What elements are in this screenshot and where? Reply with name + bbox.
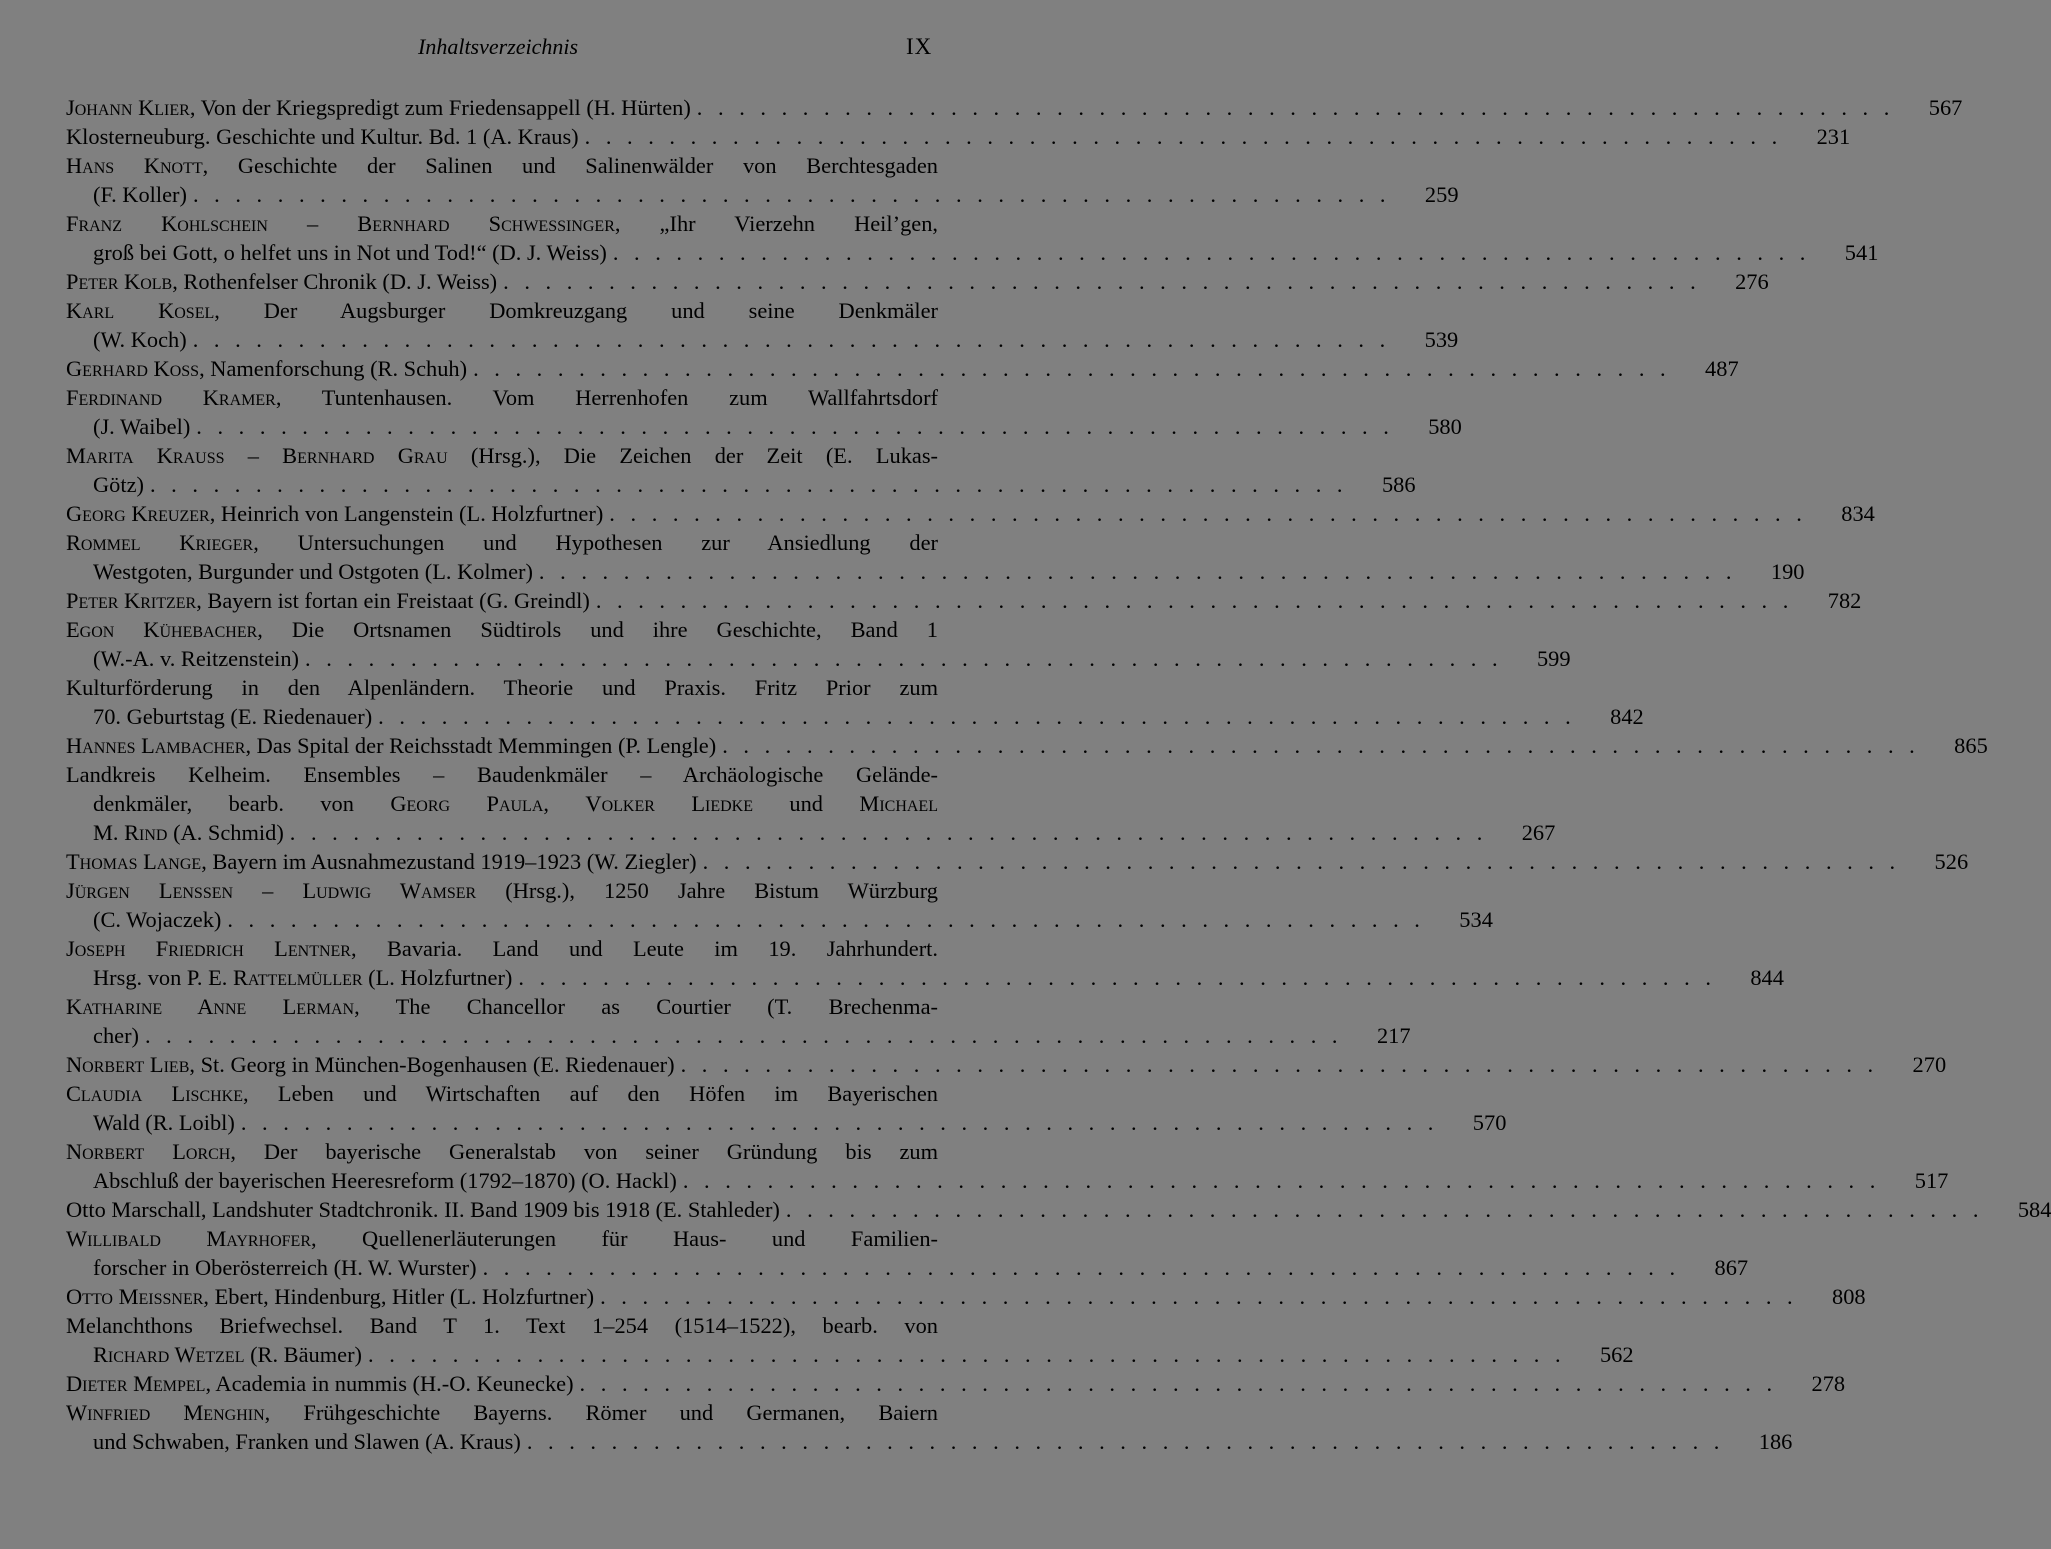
- entry-last-line: [66, 905, 1493, 934]
- toc-entry: [66, 499, 1875, 528]
- entry-text-run: [66, 354, 467, 383]
- dot-leader: . . . . . . . . . . . . . . . . . . . . . . . . . . . . . . . . . . . . . . . . . . . . . . . . . . . . . . . . .: [609, 501, 1807, 526]
- entry-text: Hrsg. von: [93, 965, 187, 990]
- entry-text-run: [66, 1195, 780, 1224]
- entry-text-run: [93, 180, 187, 209]
- dot-leader: . . . . . . . . . . . . . . . . . . . . . . . . . . . . . . . . . . . . . . . . . . . . . . . . . . . . . . . . .: [144, 1023, 1343, 1048]
- entry-text: Klosterneuburg. Geschichte und Kultur. Bd. 1 (A. Kraus): [66, 124, 579, 149]
- entry-text: (Hrsg.), 1250 Jahre Bistum Würzburg: [476, 878, 938, 903]
- running-header: [0, 30, 1000, 64]
- entry-text-run: [93, 470, 144, 499]
- dot-leader: . . . . . . . . . . . . . . . . . . . . . . . . . . . . . . . . . . . . . . . . . . . . . . . . . . . . . . . . .: [289, 820, 1488, 845]
- entry-text-run: [66, 731, 716, 760]
- entry-page-number: 541: [1844, 240, 1879, 265]
- entry-page-number: 276: [1735, 269, 1769, 294]
- author-name: Rommel Krieger: [66, 530, 254, 555]
- entry-text: 70. Geburtstag (E. Riedenauer): [93, 704, 373, 729]
- entry-page-number: 842: [1610, 704, 1644, 729]
- entry-line: [66, 615, 938, 644]
- entry-page-number: 808: [1832, 1284, 1866, 1309]
- entry-text: (W. Koch): [93, 327, 187, 352]
- entry-line: [66, 1224, 938, 1253]
- author-name: Joseph Friedrich Lentner: [66, 936, 351, 961]
- entry-line: [66, 151, 938, 180]
- entry-last-line: [66, 1282, 1866, 1311]
- entry-page-number: 231: [1816, 124, 1851, 149]
- entry-text: (L. Holzfurtner): [362, 965, 513, 990]
- dot-leader: . . . . . . . . . . . . . . . . . . . . . . . . . . . . . . . . . . . . . . . . . . . . . . . . . . . . . . . . .: [702, 849, 1901, 874]
- author-name: Claudia Lischke: [66, 1081, 244, 1106]
- author-name: Willibald Mayrhofer: [66, 1226, 312, 1251]
- entry-last-line: [66, 1253, 1749, 1282]
- entry-text: (F. Koller): [93, 182, 187, 207]
- entry-last-line: [66, 586, 1862, 615]
- entry-line: [66, 934, 938, 963]
- entry-last-line: [66, 412, 1462, 441]
- entry-last-line: [66, 93, 1963, 122]
- toc-entry: [66, 673, 1644, 731]
- dot-leader: . . . . . . . . . . . . . . . . . . . . . . . . . . . . . . . . . . . . . . . . . . . . . . . . . . . . . . . . .: [378, 704, 1576, 729]
- toc-entry: [66, 1369, 1846, 1398]
- entry-text: , Der bayerische Generalstab von seiner Gründung bis zum: [230, 1139, 938, 1164]
- entry-page-number: 217: [1376, 1023, 1411, 1048]
- dot-leader: . . . . . . . . . . . . . . . . . . . . . . . . . . . . . . . . . . . . . . . . . . . . . . . . . . . . . . . . .: [227, 907, 1425, 932]
- entry-page-number: 562: [1599, 1342, 1634, 1367]
- entry-text-run: [93, 702, 372, 731]
- toc-entry: [66, 354, 1739, 383]
- toc-entry: [66, 1282, 1866, 1311]
- entry-last-line: [66, 267, 1769, 296]
- entry-page-number: 867: [1714, 1255, 1749, 1280]
- entry-text-run: [66, 267, 497, 296]
- entry-text: (J. Waibel): [93, 414, 191, 439]
- dot-leader: . . . . . . . . . . . . . . . . . . . . . . . . . . . . . . . . . . . . . . . . . . . . . . . . . . . . . . . . .: [240, 1110, 1439, 1135]
- entry-text-run: [66, 122, 579, 151]
- author-name: Richard Wetzel: [93, 1342, 245, 1367]
- toc-entry: [66, 151, 1459, 209]
- entry-line: [66, 992, 938, 1021]
- entry-text: , Tuntenhausen. Vom Herrenhofen zum Wallfahrtsdorf: [275, 385, 938, 410]
- entry-line: [66, 876, 938, 905]
- entry-text: , Untersuchungen und Hypothesen zur Ansiedlung der: [253, 530, 938, 555]
- author-name: Franz Kohlschein – Bernhard Schwessinger: [66, 211, 615, 236]
- entry-text: , Rothenfelser Chronik (D. J. Weiss): [172, 269, 498, 294]
- entry-line: [66, 1311, 938, 1340]
- entry-text: (A. Schmid): [167, 820, 284, 845]
- entry-last-line: [66, 1021, 1411, 1050]
- entry-line: [66, 1079, 938, 1108]
- toc-entry: [66, 209, 1879, 267]
- dot-leader: . . . . . . . . . . . . . . . . . . . . . . . . . . . . . . . . . . . . . . . . . . . . . . . . . . . . . . . . .: [192, 327, 1391, 352]
- author-name: Georg Paula: [390, 791, 544, 816]
- entry-page-number: 586: [1381, 472, 1416, 497]
- toc-entry: [66, 586, 1862, 615]
- entry-text: , Namenforschung (R. Schuh): [199, 356, 468, 381]
- entry-page-number: 580: [1428, 414, 1462, 439]
- entry-text: Landkreis Kelheim. Ensembles – Baudenkmäler – Archäologische Gelände-: [66, 762, 938, 787]
- entry-text: (Hrsg.), Die Zeichen der Zeit (E. Lukas-: [447, 443, 938, 468]
- toc-entry: [66, 296, 1459, 354]
- entry-text: forscher in Oberösterreich (H. W. Wurster): [93, 1255, 477, 1280]
- author-name: Michael: [859, 791, 938, 816]
- running-title: Inhaltsverzeichnis: [418, 34, 579, 59]
- dot-leader: . . . . . . . . . . . . . . . . . . . . . . . . . . . . . . . . . . . . . . . . . . . . . . . . . . . . . . . . .: [682, 1168, 1881, 1193]
- author-name: Norbert Lieb: [66, 1052, 190, 1077]
- entry-last-line: [66, 644, 1571, 673]
- entry-text: Götz): [93, 472, 144, 497]
- toc-entry: [66, 528, 1805, 586]
- toc-entry: [66, 992, 1411, 1050]
- dot-leader: . . . . . . . . . . . . . . . . . . . . . . . . . . . . . . . . . . . . . . . . . . . . . . . . . . . . . . . . .: [579, 1371, 1778, 1396]
- entry-text-run: [66, 586, 590, 615]
- toc-entry: [66, 93, 1963, 122]
- author-name: Peter Kolb: [66, 269, 173, 294]
- entry-page-number: 782: [1827, 588, 1862, 613]
- author-name: Winfried Menghin: [66, 1400, 265, 1425]
- toc-entry: [66, 122, 1851, 151]
- entry-text-run: [93, 1340, 362, 1369]
- entry-text: und Schwaben, Franken und Slawen (A. Kraus): [93, 1429, 521, 1454]
- entry-text-run: [66, 847, 697, 876]
- entry-text: , Frühgeschichte Bayerns. Römer und Germanen, Baiern: [264, 1400, 939, 1425]
- entry-text-run: [93, 1166, 677, 1195]
- author-name: Thomas Lange: [66, 849, 202, 874]
- entry-last-line: [66, 557, 1805, 586]
- entry-text: , Bayern ist fortan ein Freistaat (G. Greindl): [196, 588, 590, 613]
- entry-text: , Bayern im Ausnahmezustand 1919–1923 (W. Ziegler): [201, 849, 697, 874]
- entry-last-line: [66, 1195, 2051, 1224]
- entry-line: [66, 528, 938, 557]
- entry-text: , Geschichte der Salinen und Salinenwälder von Berchtesgaden: [202, 153, 938, 178]
- entry-last-line: [66, 1108, 1507, 1137]
- author-name: Egon Kühebacher: [66, 617, 258, 642]
- author-name: Otto Meissner: [66, 1284, 204, 1309]
- entry-line: [66, 673, 938, 702]
- entry-page-number: 487: [1705, 356, 1739, 381]
- entry-line: [66, 760, 938, 789]
- entry-page-number: 259: [1424, 182, 1459, 207]
- entry-text: , Von der Kriegspredigt zum Friedensappell (H. Hürten): [189, 95, 691, 120]
- toc-entry: [66, 1224, 1749, 1282]
- entry-last-line: [66, 963, 1784, 992]
- author-name: Ferdinand Kramer: [66, 385, 276, 410]
- page-number: IX: [906, 34, 933, 59]
- author-name: Gerhard Koss: [66, 356, 200, 381]
- dot-leader: . . . . . . . . . . . . . . . . . . . . . . . . . . . . . . . . . . . . . . . . . . . . . . . . . . . . . . . . .: [538, 559, 1737, 584]
- entry-text-run: [66, 499, 603, 528]
- entry-text: , Leben und Wirtschaften auf den Höfen im Bayerischen: [243, 1081, 938, 1106]
- entry-page-number: 865: [1954, 733, 1988, 758]
- entry-text: Wald (R. Loibl): [93, 1110, 235, 1135]
- entry-text-run: [93, 557, 533, 586]
- entry-page-number: 539: [1424, 327, 1459, 352]
- author-name: Johann Klier: [66, 95, 190, 120]
- entry-text-run: [66, 1050, 675, 1079]
- entry-text: Otto Marschall, Landshuter Stadtchronik. II. Band 1909 bis 1918 (E. Stahleder): [66, 1197, 780, 1222]
- dot-leader: . . . . . . . . . . . . . . . . . . . . . . . . . . . . . . . . . . . . . . . . . . . . . . . . . . . . . . . . .: [368, 1342, 1566, 1367]
- entry-text: und: [752, 791, 860, 816]
- entry-text: Kulturförderung in den Alpenländern. Theorie und Praxis. Fritz Prior zum: [66, 675, 938, 700]
- entry-text: , „Ihr Vierzehn Heil’gen,: [614, 211, 938, 236]
- dot-leader: . . . . . . . . . . . . . . . . . . . . . . . . . . . . . . . . . . . . . . . . . . . . . . . . . . . . . . . . .: [785, 1197, 1984, 1222]
- entry-last-line: [66, 702, 1644, 731]
- entry-last-line: [66, 180, 1459, 209]
- entry-page-number: 834: [1841, 501, 1875, 526]
- toc-entry: [66, 1079, 1507, 1137]
- entry-last-line: [66, 499, 1875, 528]
- entry-last-line: [66, 325, 1459, 354]
- entry-text: , St. Georg in München-Bogenhausen (E. Riedenauer): [189, 1052, 675, 1077]
- toc-entry: [66, 383, 1462, 441]
- entry-page-number: 534: [1459, 907, 1493, 932]
- author-name: Karl Kosel: [66, 298, 215, 323]
- entry-page-number: 270: [1912, 1052, 1947, 1077]
- author-name: Peter Kritzer: [66, 588, 197, 613]
- entry-last-line: [66, 1340, 1634, 1369]
- entry-page-number: 186: [1758, 1429, 1793, 1454]
- dot-leader: . . . . . . . . . . . . . . . . . . . . . . . . . . . . . . . . . . . . . . . . . . . . . . . . . . . . . . . . .: [595, 588, 1794, 613]
- author-name: Hans Knott: [66, 153, 203, 178]
- dot-leader: . . . . . . . . . . . . . . . . . . . . . . . . . . . . . . . . . . . . . . . . . . . . . . . . . . . . . . . . .: [722, 733, 1920, 758]
- entry-page-number: 526: [1934, 849, 1969, 874]
- dot-leader: . . . . . . . . . . . . . . . . . . . . . . . . . . . . . . . . . . . . . . . . . . . . . . . . . . . . . . . . .: [503, 269, 1701, 294]
- entry-line: [66, 789, 938, 818]
- entry-line: [66, 296, 938, 325]
- entry-last-line: [66, 1369, 1846, 1398]
- entry-page-number: 844: [1750, 965, 1784, 990]
- entry-text: (R. Bäumer): [244, 1342, 362, 1367]
- author-name: Dieter Mempel: [66, 1371, 206, 1396]
- dot-leader: . . . . . . . . . . . . . . . . . . . . . . . . . . . . . . . . . . . . . . . . . . . . . . . . . . . . . . . . .: [600, 1284, 1798, 1309]
- dot-leader: . . . . . . . . . . . . . . . . . . . . . . . . . . . . . . . . . . . . . . . . . . . . . . . . . . . . . . . . .: [305, 646, 1503, 671]
- entry-text-run: [93, 1253, 477, 1282]
- toc-entry: [66, 934, 1784, 992]
- author-name: Hannes Lambacher: [66, 733, 246, 758]
- toc-entry: [66, 760, 1556, 847]
- entry-text-run: [66, 1369, 574, 1398]
- entry-text: Westgoten, Burgunder und Ostgoten (L. Kolmer): [93, 559, 533, 584]
- entry-text: (W.-A. v. Reitzenstein): [93, 646, 300, 671]
- entry-page-number: 278: [1811, 1371, 1846, 1396]
- entry-text: Melanchthons Briefwechsel. Band T 1. Text 1–254 (1514–1522), bearb. von: [66, 1313, 938, 1338]
- entry-text: ,: [543, 791, 586, 816]
- entry-last-line: [66, 818, 1556, 847]
- entry-text: Abschluß der bayerischen Heeresreform (1792–1870) (O. Hackl): [93, 1168, 677, 1193]
- author-name: P. E. Rattelmüller: [186, 965, 363, 990]
- entry-line: [66, 209, 938, 238]
- entry-text: , Quellenerläuterungen für Haus- und Familien-: [311, 1226, 938, 1251]
- entry-page-number: 567: [1928, 95, 1963, 120]
- author-name: M. Rind: [93, 820, 168, 845]
- author-name: Volker Liedke: [585, 791, 753, 816]
- toc-entry: [66, 441, 1416, 499]
- toc-entry: [66, 615, 1571, 673]
- entry-text-run: [93, 1021, 139, 1050]
- entry-page-number: 267: [1521, 820, 1556, 845]
- dot-leader: . . . . . . . . . . . . . . . . . . . . . . . . . . . . . . . . . . . . . . . . . . . . . . . . . . . . . . . . .: [696, 95, 1895, 120]
- dot-leader: . . . . . . . . . . . . . . . . . . . . . . . . . . . . . . . . . . . . . . . . . . . . . . . . . . . . . . . . .: [473, 356, 1671, 381]
- toc-entry: [66, 1050, 1947, 1079]
- toc-entry: [66, 1311, 1634, 1369]
- author-name: Jürgen Lenssen – Ludwig Wamser: [66, 878, 477, 903]
- entry-text-run: [93, 238, 607, 267]
- entry-text-run: [93, 818, 284, 847]
- author-name: Katharine Anne Lerman: [66, 994, 355, 1019]
- dot-leader: . . . . . . . . . . . . . . . . . . . . . . . . . . . . . . . . . . . . . . . . . . . . . . . . . . . . . . . . .: [680, 1052, 1879, 1077]
- author-name: Marita Krauss – Bernhard Grau: [66, 443, 448, 468]
- entry-text: , The Chancellor as Courtier (T. Brechenma-: [354, 994, 938, 1019]
- entry-line: [66, 1398, 938, 1427]
- table-of-contents: [66, 93, 2051, 1456]
- entry-text-run: [93, 963, 512, 992]
- dot-leader: . . . . . . . . . . . . . . . . . . . . . . . . . . . . . . . . . . . . . . . . . . . . . . . . . . . . . . . . .: [584, 124, 1783, 149]
- entry-text-run: [93, 1427, 521, 1456]
- dot-leader: . . . . . . . . . . . . . . . . . . . . . . . . . . . . . . . . . . . . . . . . . . . . . . . . . . . . . . . . .: [149, 472, 1348, 497]
- entry-text: (C. Wojaczek): [93, 907, 222, 932]
- entry-page-number: 517: [1914, 1168, 1949, 1193]
- dot-leader: . . . . . . . . . . . . . . . . . . . . . . . . . . . . . . . . . . . . . . . . . . . . . . . . . . . . . . . . .: [482, 1255, 1681, 1280]
- entry-last-line: [66, 1050, 1947, 1079]
- toc-entry: [66, 1137, 1949, 1195]
- dot-leader: . . . . . . . . . . . . . . . . . . . . . . . . . . . . . . . . . . . . . . . . . . . . . . . . . . . . . . . . .: [192, 182, 1391, 207]
- author-name: Norbert Lorch: [66, 1139, 231, 1164]
- entry-text-run: [93, 644, 299, 673]
- entry-text: , Die Ortsnamen Südtirols und ihre Geschichte, Band 1: [257, 617, 938, 642]
- entry-text: cher): [93, 1023, 139, 1048]
- entry-text: , Academia in nummis (H.-O. Keunecke): [205, 1371, 574, 1396]
- entry-line: [66, 1137, 938, 1166]
- entry-text: , Der Augsburger Domkreuzgang und seine Denkmäler: [214, 298, 939, 323]
- dot-leader: . . . . . . . . . . . . . . . . . . . . . . . . . . . . . . . . . . . . . . . . . . . . . . . . . . . . . . . . .: [196, 414, 1394, 439]
- entry-text-run: [66, 93, 691, 122]
- entry-text: , Bavaria. Land und Leute im 19. Jahrhundert.: [350, 936, 939, 961]
- entry-text-run: [93, 1108, 235, 1137]
- entry-last-line: [66, 122, 1851, 151]
- entry-last-line: [66, 847, 1969, 876]
- entry-text-run: [93, 412, 190, 441]
- entry-last-line: [66, 354, 1739, 383]
- dot-leader: . . . . . . . . . . . . . . . . . . . . . . . . . . . . . . . . . . . . . . . . . . . . . . . . . . . . . . . . .: [612, 240, 1811, 265]
- entry-text: , Heinrich von Langenstein (L. Holzfurtner): [209, 501, 604, 526]
- entry-last-line: [66, 731, 1988, 760]
- dot-leader: . . . . . . . . . . . . . . . . . . . . . . . . . . . . . . . . . . . . . . . . . . . . . . . . . . . . . . . . .: [526, 1429, 1725, 1454]
- entry-text-run: [93, 325, 187, 354]
- toc-entry: [66, 1195, 2051, 1224]
- entry-line: [66, 441, 938, 470]
- toc-entry: [66, 267, 1769, 296]
- entry-line: [66, 383, 938, 412]
- entry-text-run: [66, 1282, 594, 1311]
- entry-page-number: 190: [1770, 559, 1805, 584]
- entry-last-line: [66, 1427, 1793, 1456]
- toc-entry: [66, 847, 1969, 876]
- entry-last-line: [66, 238, 1879, 267]
- entry-text: , Das Spital der Reichsstadt Memmingen (P. Lengle): [245, 733, 717, 758]
- entry-text-run: [93, 905, 221, 934]
- entry-last-line: [66, 470, 1416, 499]
- toc-entry: [66, 876, 1493, 934]
- author-name: Georg Kreuzer: [66, 501, 210, 526]
- toc-entry: [66, 1398, 1793, 1456]
- entry-text: , Ebert, Hindenburg, Hitler (L. Holzfurtner): [203, 1284, 595, 1309]
- entry-text: groß bei Gott, o helfet uns in Not und Tod!“ (D. J. Weiss): [93, 240, 607, 265]
- entry-page-number: 599: [1536, 646, 1571, 671]
- dot-leader: . . . . . . . . . . . . . . . . . . . . . . . . . . . . . . . . . . . . . . . . . . . . . . . . . . . . . . . . .: [518, 965, 1716, 990]
- entry-page-number: 570: [1472, 1110, 1507, 1135]
- entry-last-line: [66, 1166, 1949, 1195]
- toc-entry: [66, 731, 1988, 760]
- entry-text: denkmäler, bearb. von: [93, 791, 391, 816]
- entry-page-number: 584: [2017, 1197, 2051, 1222]
